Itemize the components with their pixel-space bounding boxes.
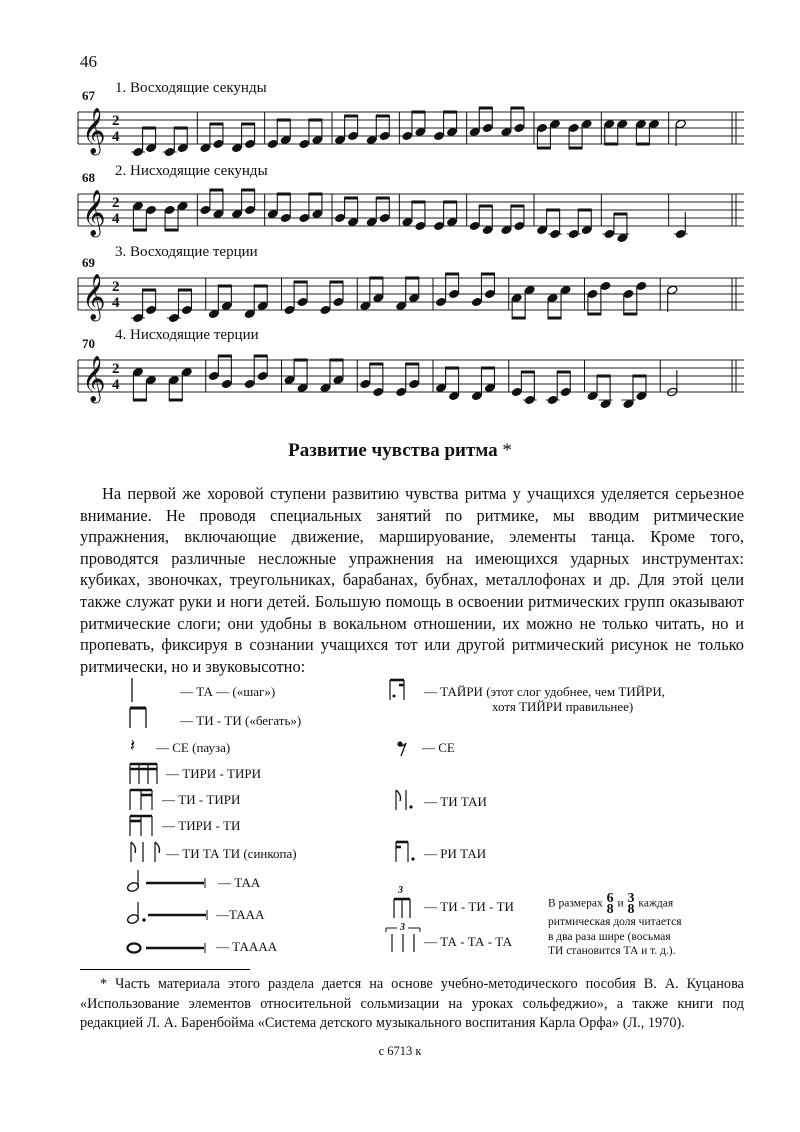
sixteenth-dotted-eighth-icon: [394, 838, 418, 868]
quarter-rest-icon: 𝄽: [130, 736, 136, 756]
eighth-dotted-quarter-icon: [394, 786, 418, 816]
footnote-text: * Часть материала этого раздела дается на основе учебно-методического пособия В. А. Куцанова «Использование элементов относительной сольмизации на уроках сольфеджио», а также книги под редакцией Л. А. Баренбойма «Система детского музыкального воспитания Карла Орфа» (Л., 1970).: [80, 976, 744, 1031]
notehead: [168, 313, 179, 323]
legend-label: —ТААА: [216, 907, 265, 922]
side-note-prefix: В размерах: [548, 897, 603, 910]
notehead: [200, 143, 211, 153]
exercise-number: 67: [82, 88, 95, 103]
notehead: [536, 225, 547, 235]
notehead: [244, 205, 255, 215]
notehead: [360, 379, 371, 389]
notehead: [221, 301, 232, 311]
notehead: [501, 225, 512, 235]
notehead: [333, 297, 344, 307]
notehead: [604, 229, 615, 239]
legend-label: — ТИ - ТИ («бегать»): [180, 713, 302, 728]
notehead: [675, 229, 686, 239]
notehead: [471, 391, 482, 401]
notehead: [373, 293, 384, 303]
notehead: [267, 209, 278, 219]
notehead: [536, 123, 547, 133]
legend-label: — ТИ ТАИ: [424, 794, 487, 809]
notehead: [132, 367, 143, 377]
legend-label: — ТИ ТА ТИ (синкопа): [166, 846, 297, 861]
treble-clef-icon: 𝄞: [82, 356, 106, 402]
exercise-title: 2. Нисходящие секунды: [115, 163, 268, 179]
notehead: [177, 201, 188, 211]
notehead: [581, 119, 592, 129]
notehead: [312, 135, 323, 145]
dotted-half-note-icon: [126, 900, 216, 928]
notehead: [446, 217, 457, 227]
time-signature-bottom: 4: [112, 295, 120, 311]
notehead: [132, 201, 143, 211]
notehead: [244, 379, 255, 389]
notehead: [164, 147, 175, 157]
notehead: [221, 379, 232, 389]
notehead: [446, 127, 457, 137]
notehead: [482, 123, 493, 133]
legend-label: — СЕ: [422, 740, 455, 755]
music-staff: [78, 266, 744, 326]
notehead: [312, 209, 323, 219]
notehead: [568, 123, 579, 133]
music-staff: [78, 348, 744, 408]
notehead: [213, 209, 224, 219]
notehead: [145, 205, 156, 215]
time-signature-top: 2: [112, 279, 120, 295]
notehead: [284, 375, 295, 385]
two-eighths-icon: [128, 704, 158, 734]
time-signature-bottom: 4: [112, 211, 120, 227]
quarter-note-icon: [128, 676, 140, 706]
notehead: [623, 289, 634, 299]
side-note-line4: ТИ становится ТА и т. д.).: [548, 945, 676, 957]
notehead: [581, 225, 592, 235]
notehead: [501, 127, 512, 137]
notehead: [334, 135, 345, 145]
notehead: [636, 281, 647, 291]
notehead: [145, 305, 156, 315]
notehead: [320, 383, 331, 393]
notehead: [299, 213, 310, 223]
notehead: [623, 399, 634, 409]
notehead: [320, 305, 331, 315]
legend-label: — ТИРИ - ТИ: [162, 818, 241, 833]
notehead: [415, 221, 426, 231]
notehead: [373, 387, 384, 397]
notehead: [208, 309, 219, 319]
notehead: [145, 375, 156, 385]
notehead: [257, 301, 268, 311]
side-note-conj: и: [617, 897, 624, 910]
treble-clef-icon: 𝄞: [82, 274, 106, 320]
notehead: [395, 387, 406, 397]
legend-label-continued: хотя ТИЙРИ правильнее): [492, 699, 634, 714]
notehead: [402, 217, 413, 227]
notehead: [231, 209, 242, 219]
notehead: [600, 399, 611, 409]
notehead: [469, 127, 480, 137]
whole-note-icon: [126, 932, 216, 960]
notehead: [334, 213, 345, 223]
notehead: [484, 289, 495, 299]
notehead: [484, 383, 495, 393]
tuplet-number: 3: [400, 922, 405, 933]
legend-label: — ТИ - ТИРИ: [162, 792, 241, 807]
notehead: [244, 309, 255, 319]
exercise-number: 68: [82, 170, 95, 185]
notehead: [379, 131, 390, 141]
notehead: [200, 205, 211, 215]
exercise-title: 3. Восходящие терции: [115, 244, 258, 260]
notehead: [448, 391, 459, 401]
exercise-title: 1. Восходящие секунды: [115, 80, 267, 96]
notehead: [299, 139, 310, 149]
notehead: [511, 293, 522, 303]
four-sixteenths-icon: [128, 760, 164, 788]
legend-label: — ТА - ТА - ТА: [424, 934, 512, 949]
notehead: [181, 367, 192, 377]
notehead: [415, 127, 426, 137]
meter-6-8: [607, 893, 614, 915]
print-code: с 6713 к: [378, 1044, 422, 1058]
notehead: [514, 221, 525, 231]
notehead: [675, 119, 686, 129]
side-note-line1-end: каждая: [638, 897, 674, 910]
legend-label: — РИ ТАИ: [424, 846, 487, 861]
exercise-number: 69: [82, 255, 95, 270]
dotted-eighth-sixteenth-icon: [388, 676, 412, 706]
meter-bottom: 8: [606, 902, 614, 917]
notehead: [244, 139, 255, 149]
notehead: [257, 371, 268, 381]
notehead: [213, 139, 224, 149]
notehead: [408, 379, 419, 389]
legend-label: — ТАЙРИ (этот слог удобнее, чем ТИЙРИ,: [424, 684, 665, 699]
meter-top: 6: [606, 891, 614, 906]
notehead: [132, 313, 143, 323]
eighth-two-sixteenths-icon: [128, 786, 158, 814]
notehead: [284, 305, 295, 315]
page-number: 46: [80, 52, 97, 71]
notehead: [366, 135, 377, 145]
notehead: [395, 301, 406, 311]
notehead: [560, 387, 571, 397]
side-note-line3: в два раза шире (восьмая: [548, 930, 671, 943]
side-note-line2: ритмическая доля читается: [548, 916, 682, 928]
notehead: [433, 131, 444, 141]
notehead: [511, 387, 522, 397]
body-text: [80, 483, 744, 677]
tuplet-number: 3: [398, 885, 403, 896]
body-paragraph: На первой же хоровой ступени развитию чувства ритма у учащихся уделяется серьезное внимание. Не проводя специальных занятий по ритмике, мы вводим ритмические упражнения, включающие движение, маршируование, элементы танца. Кроме того, проводятся различные несложные упражнения на имеющихся ударных инструментах: кубиках, звоночках, треугольниках, барабанах, бубнах, металлофонах и др. Для этой цели также служат руки и ноги детей. Большую помощь в освоении ритмических групп оказывают ритмические слоги; они удобны в вокальном отношении, их можно не только читать, но и пропевать, фиксируя в сознании учащихся тот или другой ритмический рисунок не только ритмически, но и звуковысотно:: [80, 484, 744, 676]
meter-3-8: [628, 893, 635, 915]
legend-label: — ТИ - ТИ - ТИ: [424, 899, 514, 914]
notehead: [433, 221, 444, 231]
notehead: [549, 119, 560, 129]
notehead: [471, 297, 482, 307]
notehead: [177, 143, 188, 153]
heading-footnote-mark: *: [502, 440, 512, 461]
notehead: [549, 229, 560, 239]
notehead: [469, 221, 480, 231]
notehead: [280, 213, 291, 223]
notehead: [366, 217, 377, 227]
notehead: [435, 383, 446, 393]
heading-text: Развитие чувства ритма: [288, 440, 498, 461]
notehead: [635, 119, 646, 129]
side-note: [548, 893, 738, 959]
music-staff: [78, 182, 744, 242]
half-note-icon: [126, 868, 216, 896]
notehead: [402, 131, 413, 141]
side-note-line1: [548, 893, 738, 915]
notehead: [587, 289, 598, 299]
notehead: [482, 225, 493, 235]
notehead: [408, 293, 419, 303]
notehead: [587, 391, 598, 401]
notehead: [617, 233, 628, 243]
notehead: [181, 305, 192, 315]
notehead: [524, 395, 535, 405]
eighth-rest-icon: [396, 738, 410, 760]
notehead: [600, 281, 611, 291]
notehead: [604, 119, 615, 129]
notehead: [280, 135, 291, 145]
notehead: [547, 293, 558, 303]
time-signature-top: 2: [112, 113, 120, 129]
notehead: [648, 119, 659, 129]
notehead: [360, 301, 371, 311]
notehead: [617, 119, 628, 129]
notehead: [560, 285, 571, 295]
notehead: [168, 375, 179, 385]
treble-clef-icon: 𝄞: [82, 108, 106, 154]
notehead: [524, 285, 535, 295]
two-sixteenths-eighth-icon: [128, 812, 158, 840]
notehead: [568, 229, 579, 239]
notehead: [208, 371, 219, 381]
syncopation-icon: [128, 838, 164, 866]
legend-label: — ТАААА: [216, 939, 278, 954]
eighth-triplet-icon: [392, 896, 420, 922]
legend-label: — ТИРИ - ТИРИ: [166, 766, 261, 781]
meter-top: 3: [627, 891, 635, 906]
exercise-number: 70: [82, 336, 95, 351]
notehead: [514, 123, 525, 133]
meter-bottom: 8: [627, 902, 635, 917]
notehead: [347, 131, 358, 141]
time-signature-bottom: 4: [112, 377, 120, 393]
legend-label: — ТА — («шаг»): [180, 684, 276, 699]
notehead: [297, 297, 308, 307]
legend-label: — ТАА: [218, 875, 261, 890]
notehead: [231, 143, 242, 153]
notehead: [347, 217, 358, 227]
notehead: [267, 139, 278, 149]
exercise-title: 4. Нисходящие терции: [115, 327, 259, 343]
notehead: [132, 147, 143, 157]
notehead: [435, 297, 446, 307]
notehead: [547, 395, 558, 405]
notehead: [164, 205, 175, 215]
notehead: [379, 213, 390, 223]
footnote-rule: [80, 969, 250, 970]
music-staff: [78, 100, 744, 160]
notehead: [297, 383, 308, 393]
time-signature-bottom: 4: [112, 129, 120, 145]
notehead: [448, 289, 459, 299]
section-heading: [0, 440, 800, 462]
notehead: [667, 285, 678, 295]
time-signature-top: 2: [112, 361, 120, 377]
notehead: [145, 143, 156, 153]
notehead: [333, 375, 344, 385]
notehead: [636, 391, 647, 401]
treble-clef-icon: 𝄞: [82, 190, 106, 236]
legend-label: — СЕ (пауза): [156, 740, 231, 755]
time-signature-top: 2: [112, 195, 120, 211]
footnote: [80, 975, 744, 1034]
